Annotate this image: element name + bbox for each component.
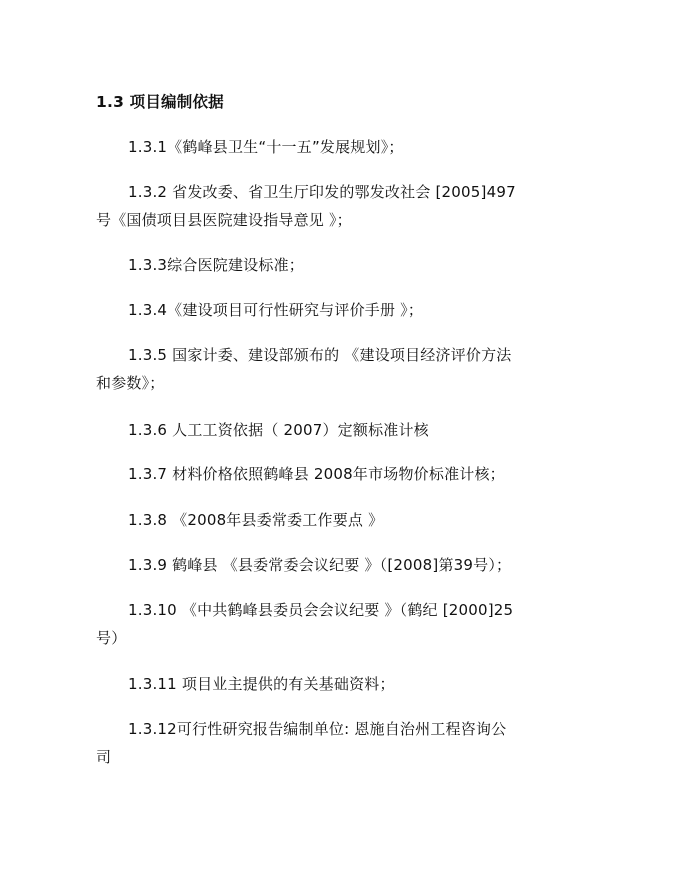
item-1-3-2-line-2: 号《国债项目县医院建设指导意见 》； — [96, 211, 352, 229]
item-1-3-1: 1.3.1《鹤峰县卫生“十一五”发展规划》； — [128, 138, 404, 156]
item-1-3-2-line-1: 1.3.2 省发改委、省卫生厅印发的鄂发改社会 [2005]497 — [128, 183, 516, 201]
item-1-3-8: 1.3.8 《2008年县委常委工作要点 》 — [128, 511, 384, 529]
item-1-3-6: 1.3.6 人工工资依据（ 2007）定额标准计核 — [128, 421, 429, 439]
item-1-3-10-line-2: 号） — [96, 629, 127, 647]
item-1-3-5-line-2: 和参数》； — [96, 374, 165, 392]
section-heading: 1.3 项目编制依据 — [96, 93, 224, 111]
item-1-3-10-line-1: 1.3.10 《中共鹤峰县委员会会议纪要 》（鹤纪 [2000]25 — [128, 601, 514, 619]
item-1-3-9: 1.3.9 鹤峰县 《县委常委会议纪要 》（[2008]第39号）； — [128, 556, 512, 574]
item-1-3-11: 1.3.11 项目业主提供的有关基础资料； — [128, 675, 395, 693]
item-1-3-12-line-2: 司 — [96, 748, 112, 766]
item-1-3-5-line-1: 1.3.5 国家计委、建设部颁布的 《建设项目经济评价方法 — [128, 346, 512, 364]
item-1-3-12-line-1: 1.3.12可行性研究报告编制单位: 恩施自治州工程咨询公 — [128, 720, 507, 738]
item-1-3-3: 1.3.3综合医院建设标准； — [128, 256, 304, 274]
item-1-3-7: 1.3.7 材料价格依照鹤峰县 2008年市场物价标准计核； — [128, 465, 505, 483]
item-1-3-4: 1.3.4《建设项目可行性研究与评价手册 》； — [128, 301, 424, 319]
